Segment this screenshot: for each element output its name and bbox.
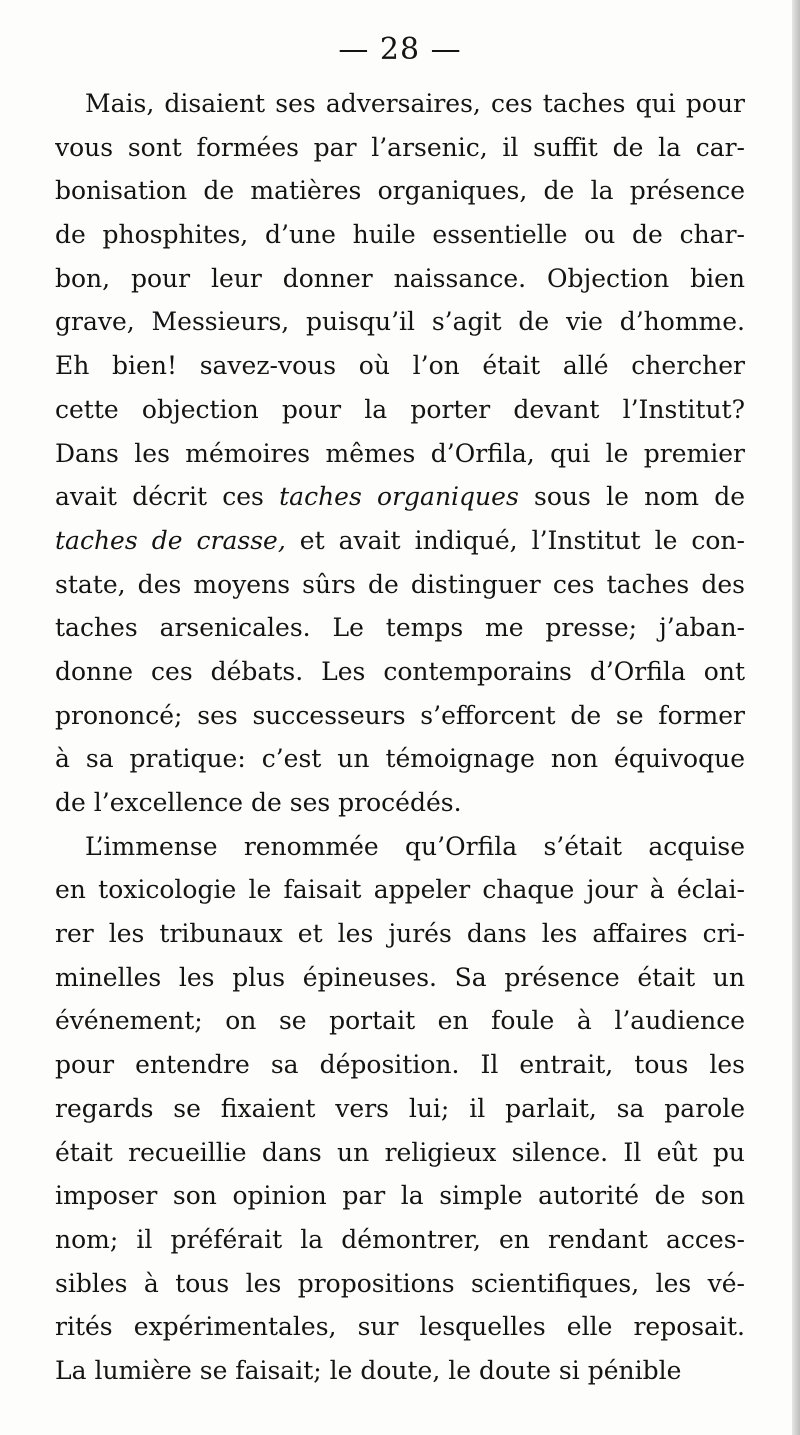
- text-line: [55, 868, 745, 912]
- text-line: [55, 1349, 745, 1393]
- text-line: [55, 344, 745, 388]
- text-line: [55, 1218, 745, 1262]
- text-segment: La lumière se faisait; le doute, le doute si pénible: [55, 1355, 682, 1385]
- text-segment: de l’excellence de ses procédés.: [55, 788, 462, 817]
- text-segment: cette objection pour la porter devant l’Institut?: [55, 394, 745, 424]
- text-line: [55, 1174, 745, 1218]
- italic-text: taches de crasse,: [55, 525, 286, 555]
- italic-text: taches organiques: [279, 482, 519, 512]
- text-line: [55, 650, 745, 694]
- text-segment: prononcé; ses successeurs s’efforcent de se former: [55, 700, 745, 730]
- text-line: [55, 388, 745, 432]
- paragraph: [55, 825, 745, 1393]
- text-segment: Mais, disaient ses adversaires, ces taches qui pour: [85, 89, 745, 118]
- text-line: [55, 300, 745, 344]
- text-segment: grave, Messieurs, puisqu’il s’agit de vie d’homme.: [55, 307, 745, 337]
- text-segment: en toxicologie le faisait appeler chaque jour à éclai-: [55, 875, 745, 905]
- text-segment: L’immense renommée qu’Orfila s’était acquise: [85, 831, 745, 861]
- text-segment: donne ces débats. Les contemporains d’Orfila ont: [55, 656, 745, 686]
- text-segment: taches arsenicales. Le temps me presse; j’aban-: [55, 613, 745, 643]
- text-line: [55, 169, 745, 213]
- text-segment: et avait indiqué, l’Institut le con-: [285, 525, 745, 555]
- text-line: [55, 956, 745, 1000]
- text-line: [55, 606, 745, 650]
- text-segment: Dans les mémoires mêmes d’Orfila, qui le premier: [55, 438, 745, 468]
- text-line: [55, 1305, 745, 1349]
- text-segment: Eh bien! savez-vous où l’on était allé chercher: [55, 351, 745, 381]
- text-segment: vous sont formées par l’arsenic, il suffit de la car-: [55, 132, 745, 162]
- text-segment: événement; on se portait en foule à l’audience: [55, 1006, 745, 1036]
- body-text: [55, 82, 745, 1393]
- text-line: [55, 737, 745, 781]
- page-number: — 28 —: [338, 32, 462, 67]
- text-line: [55, 999, 745, 1043]
- text-line: [55, 1043, 745, 1087]
- text-line: [55, 1131, 745, 1175]
- text-segment: de phosphites, d’une huile essentielle ou de char-: [55, 220, 745, 250]
- text-segment: state, des moyens sûrs de distinguer ces taches des: [55, 569, 745, 599]
- text-line: [55, 694, 745, 738]
- text-segment: rités expérimentales, sur lesquelles elle reposait.: [55, 1312, 745, 1342]
- text-segment: minelles les plus épineuses. Sa présence était un: [55, 962, 745, 992]
- text-line: [55, 1262, 745, 1306]
- text-segment: imposer son opinion par la simple autorité de son: [55, 1181, 745, 1211]
- text-line: [55, 563, 745, 607]
- text-segment: à sa pratique: c’est un témoignage non équivoque: [55, 744, 745, 774]
- text-line: [55, 1087, 745, 1131]
- text-line: [55, 912, 745, 956]
- text-segment: sibles à tous les propositions scientifiques, les vé-: [55, 1268, 745, 1298]
- text-line: [55, 519, 745, 563]
- text-segment: avait décrit ces: [55, 482, 280, 512]
- text-line: [55, 257, 745, 301]
- text-line: [55, 475, 745, 519]
- text-segment: bon, pour leur donner naissance. Objection bien: [55, 263, 745, 293]
- text-line: [55, 825, 745, 869]
- text-line: [55, 213, 745, 257]
- text-line: [55, 126, 745, 170]
- text-segment: bonisation de matières organiques, de la présence: [55, 176, 745, 206]
- text-segment: était recueillie dans un religieux silence. Il eût pu: [55, 1137, 745, 1167]
- text-segment: pour entendre sa déposition. Il entrait, tous les: [55, 1050, 745, 1080]
- text-line: [55, 781, 745, 825]
- text-segment: regards se fixaient vers lui; il parlait, sa parole: [55, 1093, 745, 1123]
- page-edge-shadow: [792, 0, 800, 1435]
- text-segment: sous le nom de: [518, 482, 745, 512]
- paragraph: [55, 82, 745, 825]
- text-segment: rer les tribunaux et les jurés dans les affaires cri-: [55, 919, 745, 949]
- text-segment: nom; il préférait la démontrer, en rendant acces-: [55, 1224, 745, 1254]
- text-line: [55, 432, 745, 476]
- text-line: [55, 82, 745, 126]
